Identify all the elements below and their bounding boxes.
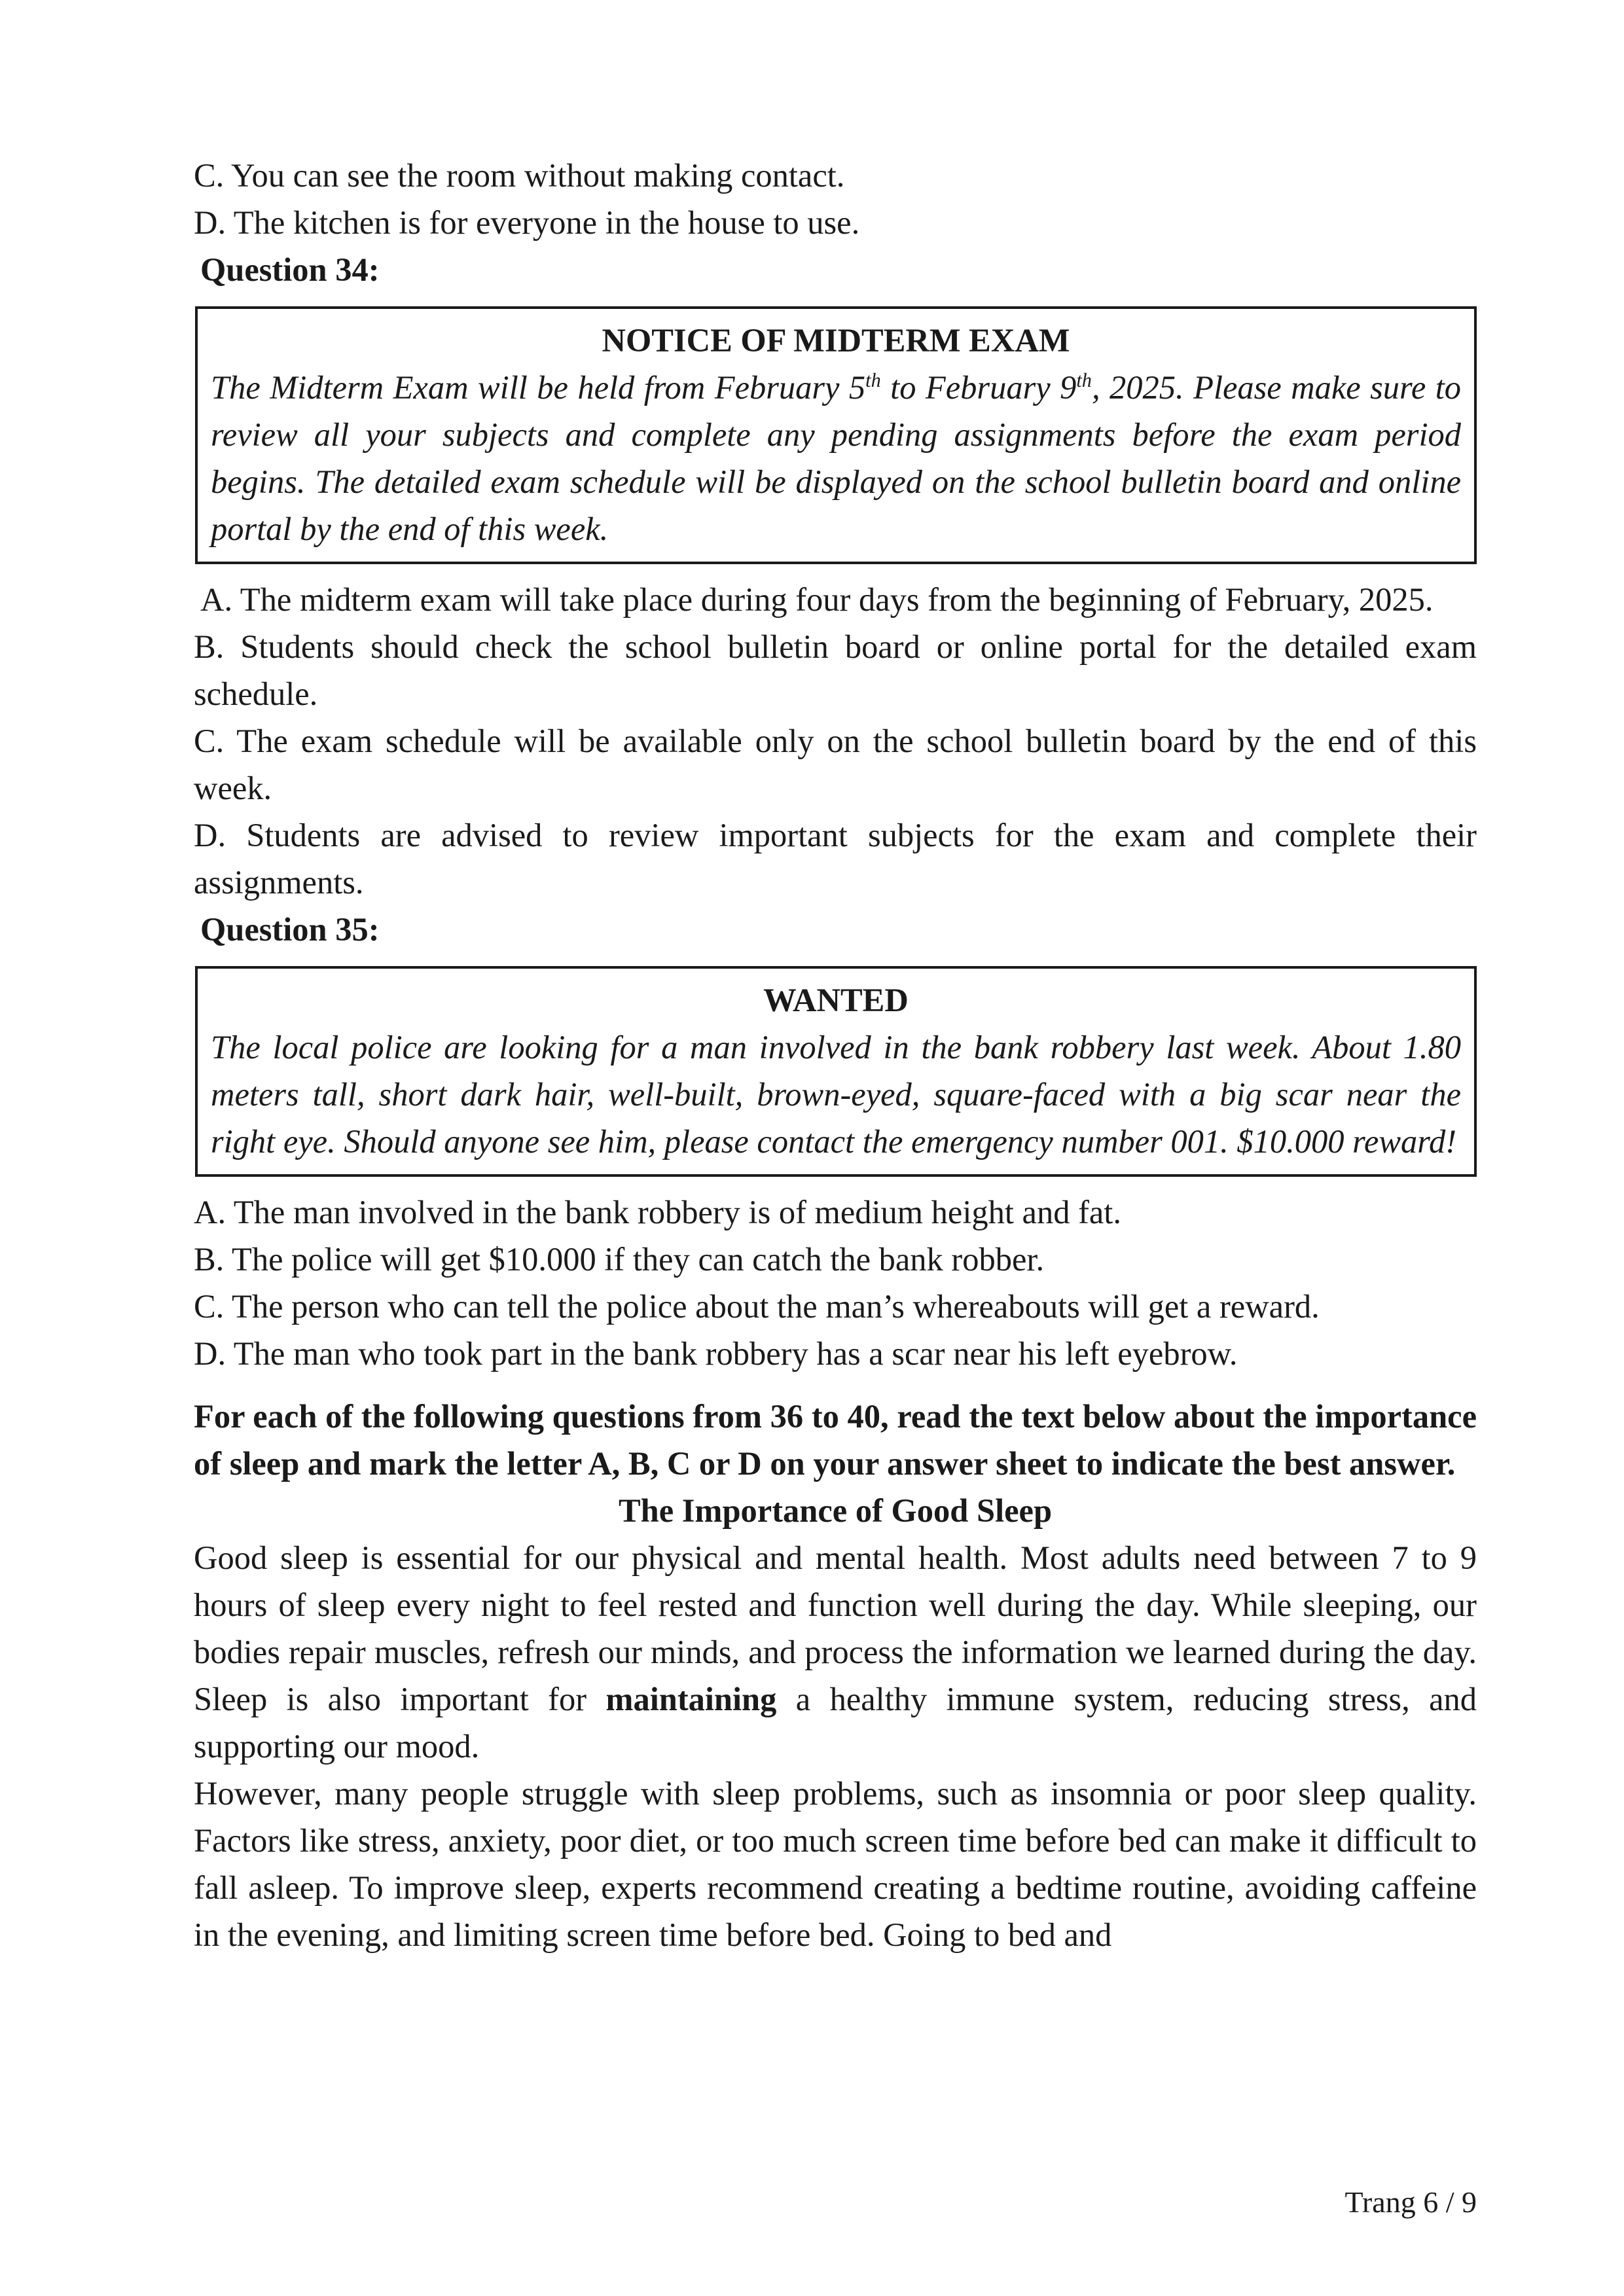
option-c: C. You can see the room without making contact. xyxy=(194,157,845,194)
exam-page xyxy=(194,152,1477,1958)
notice-title: WANTED xyxy=(763,982,909,1018)
question-35-heading: Question 35: xyxy=(200,911,380,948)
highlighted-word: maintaining xyxy=(605,1681,777,1717)
paragraph-1: Good sleep is essential for our physical and mental health. Most adults need between 7 to 9 hours of sleep every night to feel rested and function well during the day. While sleeping, our bodies repair muscles, refresh our minds, and process the information we learned during the day. Sleep is also important for maintaining a healthy immune system, reducing stress, and supporting our mood. xyxy=(194,1539,1477,1765)
question-34-heading: Question 34: xyxy=(200,251,380,288)
midterm-notice-box xyxy=(195,306,1477,564)
option-a: A. The midterm exam will take place during four days from the beginning of February, 2025. xyxy=(200,581,1434,618)
page-number: Trang 6 / 9 xyxy=(1344,2185,1477,2219)
option-a: A. The man involved in the bank robbery is of medium height and fat. xyxy=(194,1194,1121,1230)
option-b: B. The police will get $10.000 if they can catch the bank robber. xyxy=(194,1241,1045,1278)
reading-instruction: For each of the following questions from 36 to 40, read the text below about the importance of sleep and mark the letter A, B, C or D on your answer sheet to indicate the best answer. xyxy=(194,1398,1477,1482)
option-c: C. The person who can tell the police about the man’s whereabouts will get a reward. xyxy=(194,1288,1320,1325)
question-35-options xyxy=(194,1189,1477,1377)
option-c: C. The exam schedule will be available only on the school bulletin board by the end of this week. xyxy=(194,723,1477,806)
question-34-options xyxy=(194,576,1477,906)
option-d: D. Students are advised to review important subjects for the exam and complete their assignments. xyxy=(194,817,1477,901)
paragraph-2: However, many people struggle with sleep problems, such as insomnia or poor sleep quality. Factors like stress, anxiety, poor diet, or too much screen time before bed can make it difficult to fall asleep. To improve sleep, experts recommend creating a bedtime routine, avoiding caffeine in the evening, and limiting screen time before bed. Going to bed and xyxy=(194,1775,1477,1953)
notice-body: The Midterm Exam will be held from February 5th to February 9th, 2025. Please make sure to review all your subjects and complete any pending assignments before the exam period begins. The detailed exam schedule will be displayed on the school bulletin board and online portal by the end of this week. xyxy=(211,369,1461,547)
option-d: D. The man who took part in the bank robbery has a scar near his left eyebrow. xyxy=(194,1335,1238,1372)
option-b: B. Students should check the school bulletin board or online portal for the detailed exam schedule. xyxy=(194,628,1477,712)
wanted-notice-box xyxy=(195,966,1477,1177)
reading-passage xyxy=(194,1487,1477,1958)
notice-body: The local police are looking for a man involved in the bank robbery last week. About 1.80 meters tall, short dark hair, well-built, brown-eyed, square-faced with a big scar near the right eye. Should anyone see him, please contact the emergency number 001. $10.000 reward! xyxy=(211,1029,1461,1160)
reading-title: The Importance of Good Sleep xyxy=(618,1492,1053,1529)
previous-question-options xyxy=(194,152,1477,246)
option-d: D. The kitchen is for everyone in the house to use. xyxy=(194,204,860,241)
notice-title: NOTICE OF MIDTERM EXAM xyxy=(602,322,1070,359)
